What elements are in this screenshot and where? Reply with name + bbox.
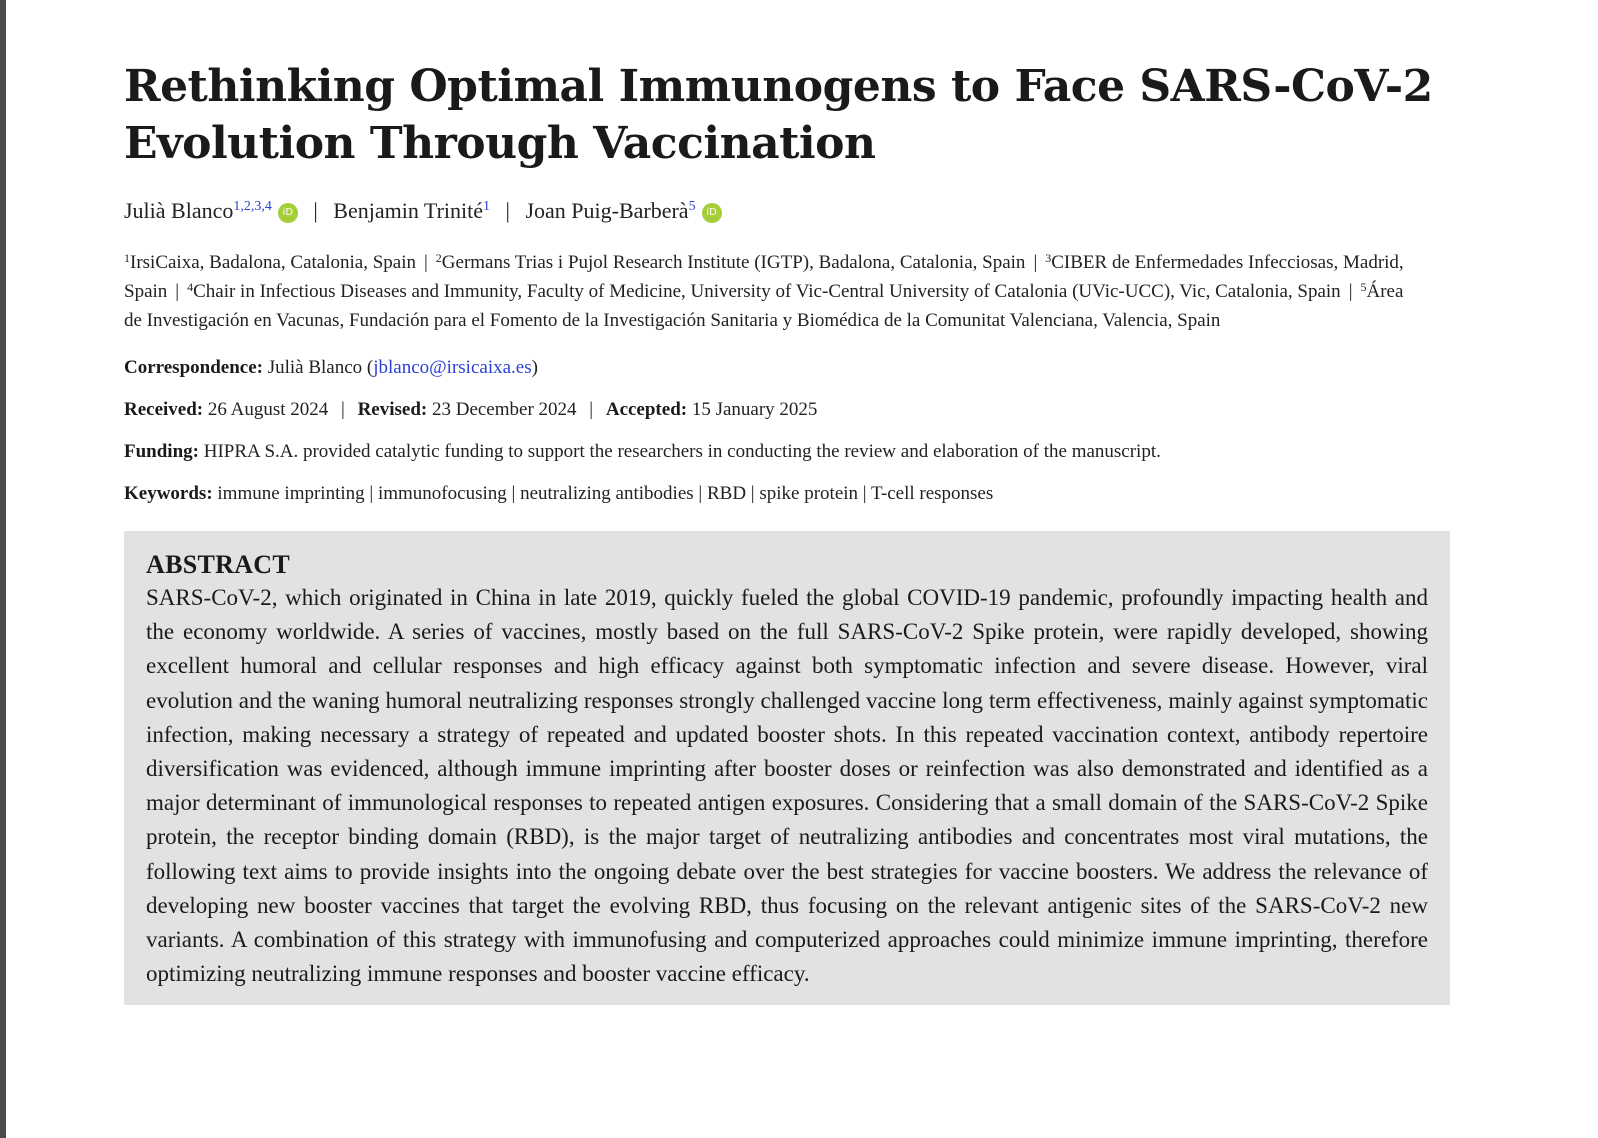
author-separator: | bbox=[313, 198, 318, 223]
affiliation-separator: | bbox=[175, 281, 180, 302]
page-left-border bbox=[0, 0, 6, 1138]
affiliation-text: Germans Trias i Pujol Research Institute (IGTP), Badalona, Catalonia, Spain bbox=[441, 252, 1026, 273]
accepted-label: Accepted: bbox=[605, 399, 688, 420]
affiliation-item bbox=[187, 281, 1341, 302]
funding-label: Funding: bbox=[124, 441, 199, 462]
affiliation-item bbox=[124, 252, 416, 273]
abstract-text: SARS-CoV-2, which originated in China in late 2019, quickly fueled the global COVID-19 pandemic, profoundly impacting health and the economy worldwide. A series of vaccines, mostly based on the full SARS-CoV-2 Spike protein, were rapidly developed, showing excellent humoral and cellular responses and high efficacy against both symptomatic infection and severe disease. However, viral evolution and the waning humoral neutralizing responses strongly challenged vaccine long term effectiveness, mainly against symptomatic infection, making necessary a strategy of repeated and updated booster shots. In this repeated vaccination context, antibody repertoire diversification was evidenced, although immune imprinting after booster doses or reinfection was also demonstrated and identified as a major determinant of immunological responses to repeated antigen exposures. Considering that a small domain of the SARS-CoV-2 Spike protein, the receptor binding domain (RBD), is the major target of neutralizing antibodies and concentrates most viral mutations, the following text aims to provide insights into the ongoing debate over the best strategies for vaccine boosters. We address the relevance of developing new booster vaccines that target the evolving RBD, thus focusing on the relevant antigenic sites of the SARS-CoV-2 new variants. A combination of this strategy with immunofusing and computerized approaches could minimize immune imprinting, therefore optimizing neutralizing immune responses and booster vaccine efficacy. bbox=[146, 585, 1428, 987]
author-list bbox=[124, 196, 1454, 226]
affiliation-text: Área de Investigación en Vacunas, Fundación para el Fomento de la Investigación Sanitaria y Biomédica de la Comunitat Valenciana, Valencia, Spain bbox=[124, 281, 1404, 331]
keyword-item: immune imprinting bbox=[217, 483, 365, 504]
affiliation-number: 5 bbox=[1360, 280, 1367, 294]
keyword-item: RBD bbox=[706, 483, 747, 504]
dates-line bbox=[124, 397, 1454, 423]
orcid-icon[interactable]: iD bbox=[278, 203, 298, 223]
author-affiliation-numbers[interactable]: 1,2,3,4 bbox=[233, 199, 272, 214]
paper-page bbox=[124, 58, 1454, 1005]
author-affiliation-numbers[interactable]: 1 bbox=[483, 199, 491, 214]
keyword-item: immunofocusing bbox=[377, 483, 507, 504]
author-blanco[interactable] bbox=[124, 198, 298, 223]
author-separator: | bbox=[505, 198, 510, 223]
funding-text: HIPRA S.A. provided catalytic funding to support the researchers in conducting the review and elaboration of the manuscript. bbox=[203, 441, 1161, 462]
revised-label: Revised: bbox=[357, 399, 428, 420]
author-name: Julià Blanco bbox=[124, 198, 234, 223]
keyword-item: neutralizing antibodies bbox=[520, 483, 694, 504]
correspondence-email-link[interactable]: jblanco@irsicaixa.es bbox=[373, 357, 532, 378]
affiliation-number: 3 bbox=[1045, 251, 1052, 265]
affiliation-number: 1 bbox=[124, 251, 130, 265]
funding-line bbox=[124, 439, 1454, 465]
revised-date: 23 December 2024 bbox=[431, 399, 577, 420]
affiliation-separator: | bbox=[1348, 281, 1353, 302]
author-name: Joan Puig-Barberà bbox=[525, 198, 689, 223]
affiliation-separator: | bbox=[1033, 252, 1038, 273]
keywords-label: Keywords: bbox=[124, 483, 213, 504]
affiliation-text: IrsiCaixa, Badalona, Catalonia, Spain bbox=[130, 252, 416, 273]
correspondence-line: Correspondence: Julià Blanco (jblanco@irsicaixa.es) bbox=[124, 357, 538, 378]
affiliation-list bbox=[124, 248, 1424, 335]
paper-title: Rethinking Optimal Immunogens to Face SARS-CoV-2 Evolution Through Vaccination bbox=[124, 61, 1433, 169]
affiliation-number: 4 bbox=[187, 280, 194, 294]
affiliation-number: 2 bbox=[435, 251, 442, 265]
received-date: 26 August 2024 bbox=[207, 399, 329, 420]
correspondence-label: Correspondence: bbox=[124, 357, 263, 378]
abstract-heading: ABSTRACT bbox=[146, 550, 290, 579]
abstract-box bbox=[124, 531, 1450, 1005]
accepted-date: 15 January 2025 bbox=[691, 399, 818, 420]
author-puig-barbera[interactable] bbox=[525, 198, 721, 223]
affiliation-separator: | bbox=[423, 252, 428, 273]
affiliation-text: CIBER de Enfermedades Infecciosas, Madrid, Spain bbox=[124, 252, 1404, 302]
dates-separator: | bbox=[589, 399, 594, 420]
author-name: Benjamin Trinité bbox=[333, 198, 484, 223]
keyword-item: spike protein bbox=[759, 483, 859, 504]
correspondence-name: Julià Blanco bbox=[267, 357, 363, 378]
received-label: Received: bbox=[124, 399, 204, 420]
keywords-line: Keywords: immune imprinting | immunofocusing | neutralizing antibodies | RBD | spike protein | T-cell responses bbox=[124, 483, 994, 504]
affiliation-text: Chair in Infectious Diseases and Immunity, Faculty of Medicine, University of Vic-Central University of Catalonia (UVic-UCC), Vic, Catalonia, Spain bbox=[193, 281, 1341, 302]
affiliation-item bbox=[436, 252, 1026, 273]
author-affiliation-numbers[interactable]: 5 bbox=[688, 199, 696, 214]
author-trinite[interactable] bbox=[333, 198, 490, 223]
keyword-item: T-cell responses bbox=[871, 483, 994, 504]
dates-separator: | bbox=[341, 399, 345, 420]
orcid-icon[interactable]: iD bbox=[702, 203, 722, 223]
